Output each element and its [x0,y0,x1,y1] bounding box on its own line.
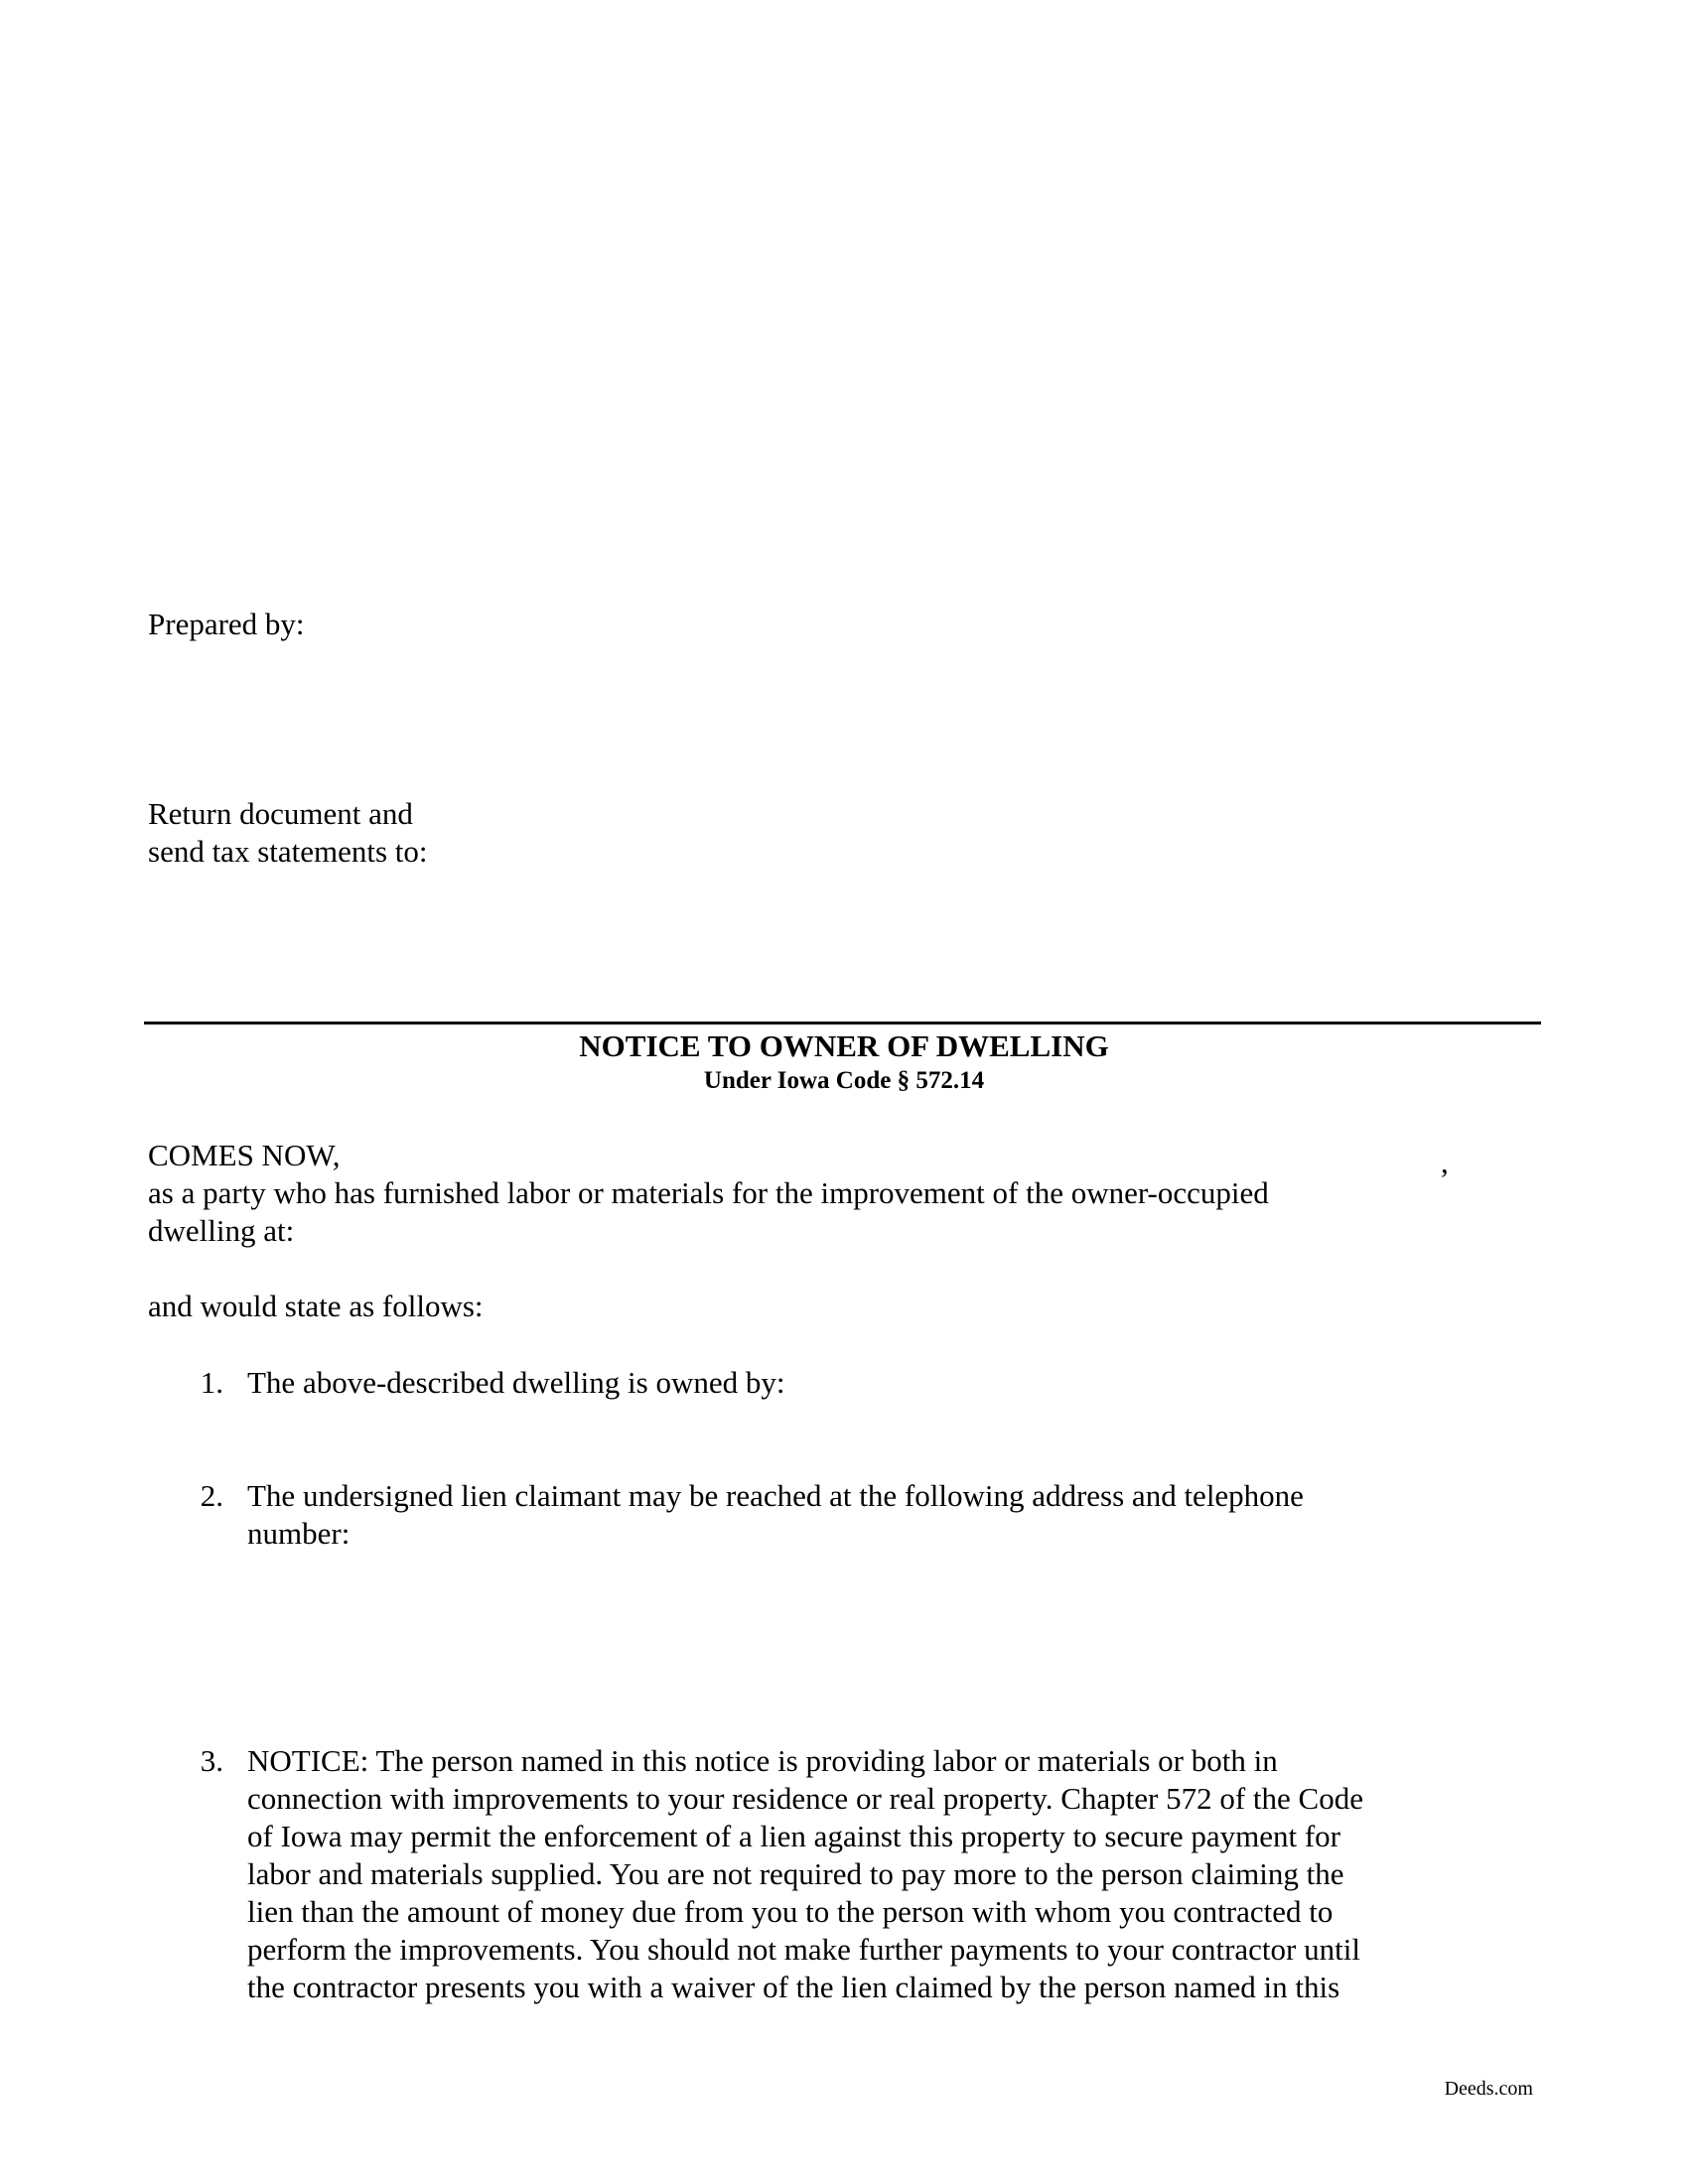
item-1-line-1: The above-described dwelling is owned by: [247,1365,785,1400]
item-3-number: 3. [200,1743,223,1778]
intro-line-3: dwelling at: [148,1213,295,1248]
item-3-line-5: lien than the amount of money due from you to the person with whom you contracted to [247,1894,1334,1929]
item-2-line-2: number: [247,1516,351,1551]
prepared-by-label: Prepared by: [148,607,305,641]
intro-state-line: and would state as follows: [148,1289,484,1323]
intro-line-2: as a party who has furnished labor or materials for the improvement of the owner-occupied [148,1175,1269,1210]
item-3-line-1: NOTICE: The person named in this notice is providing labor or materials or both in [247,1743,1278,1778]
return-document-label-line2: send tax statements to: [148,834,428,869]
document-title: NOTICE TO OWNER OF DWELLING [579,1028,1109,1063]
item-3-line-3: of Iowa may permit the enforcement of a lien against this property to secure payment for [247,1819,1340,1853]
item-2-number: 2. [200,1478,223,1513]
item-3-line-4: labor and materials supplied. You are not required to pay more to the person claiming the [247,1856,1344,1891]
item-3-line-2: connection with improvements to your residence or real property. Chapter 572 of the Code [247,1781,1363,1816]
item-2-line-1: The undersigned lien claimant may be reached at the following address and telephone [247,1478,1304,1513]
comes-now-comma: , [1441,1145,1449,1179]
comes-now-label: COMES NOW, [148,1138,341,1172]
return-document-label-line1: Return document and [148,796,413,831]
footer-brand: Deeds.com [1444,2078,1533,2100]
item-3-line-6: perform the improvements. You should not make further payments to your contractor until [247,1932,1360,1967]
document-subtitle: Under Iowa Code § 572.14 [703,1067,985,1094]
item-3-line-7: the contractor presents you with a waiver of the lien claimed by the person named in this [247,1970,1340,2004]
item-1-number: 1. [200,1365,223,1400]
title-divider [144,1022,1541,1024]
